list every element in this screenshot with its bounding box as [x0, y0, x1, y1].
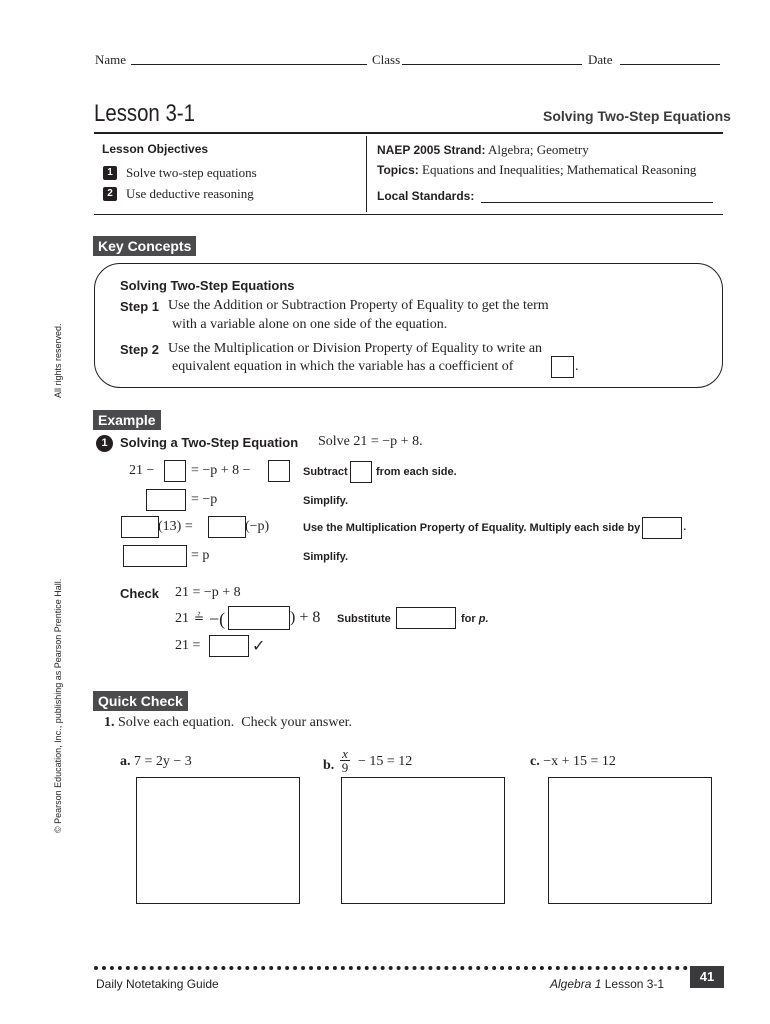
ex-r1-box2[interactable]: [268, 460, 290, 482]
naep-label: NAEP 2005 Strand:: [377, 143, 486, 157]
ex-r3-note: Use the Multiplication Property of Equality. Multiply each side by: [303, 522, 641, 534]
date-field[interactable]: [620, 64, 720, 65]
key-concepts-title: Solving Two-Step Equations: [120, 278, 295, 293]
qc-c-workspace[interactable]: [548, 777, 712, 904]
checkmark-icon: ✓: [252, 636, 266, 655]
step2-label: Step 2: [120, 342, 160, 357]
objective-2-text: Use deductive reasoning: [126, 186, 254, 201]
lesson-subtitle: Solving Two-Step Equations: [543, 108, 731, 124]
check-r2-box[interactable]: [228, 606, 290, 630]
check-note-a: Substitute: [337, 613, 391, 625]
qc-instruction-text: Solve each equation. Check your answer.: [118, 715, 353, 730]
qc-b-denominator: 9: [341, 760, 349, 775]
check-r2-right: ) + 8: [290, 609, 321, 626]
example-title: Solving a Two-Step Equation: [120, 435, 299, 450]
footer-right: [550, 977, 664, 991]
qc-b-fraction: [340, 747, 350, 775]
rights-reserved: All rights reserved.: [53, 323, 63, 398]
ex-r1-mid: = −p + 8 −: [191, 463, 251, 478]
name-label: Name: [95, 52, 127, 67]
objectives-divider: [366, 136, 367, 212]
ex-r4-note: Simplify.: [303, 551, 349, 563]
check-label: Check: [120, 586, 160, 601]
qc-b-numerator: x: [340, 747, 350, 761]
ex-r3-note-box[interactable]: [642, 517, 682, 539]
class-field[interactable]: [402, 64, 582, 65]
footer-dotted-rule: [94, 966, 688, 970]
step2-line2: equivalent equation in which the variable has a coefficient of: [172, 359, 514, 374]
qc-b-label: b.: [323, 758, 335, 773]
qc-c-eq: −x + 15 = 12: [543, 754, 616, 769]
naep-value: Algebra; Geometry: [488, 142, 589, 157]
ex-r3-mid: (13) =: [158, 519, 193, 534]
example-prompt: Solve 21 = −p + 8.: [318, 434, 423, 449]
check-note-box[interactable]: [396, 607, 456, 629]
objective-2-badge: 2: [103, 187, 117, 201]
ex-r3-period: .: [683, 519, 687, 534]
local-standards-field[interactable]: [481, 202, 713, 203]
qc-instruction: [104, 715, 352, 731]
qc-a-eq: 7 = 2y − 3: [134, 754, 192, 769]
example-number: 1: [96, 435, 113, 452]
objective-1-text: Solve two-step equations: [126, 165, 257, 180]
step2-period: .: [575, 359, 579, 374]
example-tag: Example: [93, 410, 161, 430]
check-r2-paren: −(: [209, 609, 226, 629]
copyright-notice: © Pearson Education, Inc., publishing as Pearson Prentice Hall.: [53, 578, 63, 833]
check-eq: 21 = −p + 8: [175, 585, 241, 600]
date-label: Date: [588, 52, 613, 67]
qc-a-label: a.: [120, 754, 131, 769]
ex-r4-box[interactable]: [123, 545, 187, 567]
ex-r3-box2[interactable]: [208, 516, 246, 538]
check-r2-q: ≟: [194, 611, 205, 625]
qc-number: 1.: [104, 715, 115, 730]
coefficient-answer-box[interactable]: [551, 356, 574, 378]
ex-r1-note-b: from each side.: [376, 466, 457, 478]
qc-a: [120, 754, 192, 770]
check-note-b: [461, 613, 489, 625]
ex-r2-box[interactable]: [146, 489, 186, 511]
check-r3: 21 =: [175, 638, 201, 653]
topics-label: Topics:: [377, 163, 419, 177]
ex-r3-box1[interactable]: [121, 516, 159, 538]
check-r2-left: 21: [175, 611, 189, 626]
class-label: Class: [372, 52, 401, 67]
naep-strand: [377, 142, 589, 158]
qc-a-workspace[interactable]: [136, 777, 300, 904]
ex-r1-left: 21 −: [129, 463, 155, 478]
ex-r2-eq: = −p: [191, 492, 218, 507]
check-note-for: for: [461, 613, 476, 625]
key-concepts-tag: Key Concepts: [93, 236, 196, 256]
ex-r2-note: Simplify.: [303, 495, 349, 507]
ex-r1-note-a: Subtract: [303, 466, 348, 478]
objective-1-badge: 1: [103, 166, 117, 180]
name-field[interactable]: [131, 64, 367, 65]
qc-b-workspace[interactable]: [341, 777, 505, 904]
check-r3-box[interactable]: [209, 635, 249, 657]
step1-label: Step 1: [120, 299, 160, 314]
step2-line1: Use the Multiplication or Division Property of Equality to write an: [168, 341, 543, 356]
local-standards-label: Local Standards:: [377, 189, 475, 203]
step1-line1: Use the Addition or Subtraction Property of Equality to get the term: [168, 298, 549, 313]
check-note-var: p.: [478, 613, 489, 625]
ex-r1-box1[interactable]: [164, 460, 186, 482]
ex-r1-note-box[interactable]: [350, 461, 372, 483]
footer-left: Daily Notetaking Guide: [96, 977, 219, 991]
lesson-title: Lesson 3-1: [94, 100, 195, 127]
qc-c: [530, 754, 616, 770]
objectives-heading: Lesson Objectives: [102, 142, 209, 156]
step1-line2: with a variable alone on one side of the equation.: [172, 317, 448, 332]
ex-r4-eq: = p: [191, 548, 210, 563]
qc-b-rest: − 15 = 12: [358, 754, 413, 769]
footer-lesson: Lesson 3-1: [604, 977, 665, 991]
topics: [377, 162, 696, 178]
quick-check-tag: Quick Check: [93, 691, 188, 711]
qc-c-label: c.: [530, 754, 540, 769]
footer-book: Algebra 1: [550, 977, 602, 991]
page-number: 41: [690, 966, 724, 988]
topics-value: Equations and Inequalities; Mathematical Reasoning: [422, 162, 697, 177]
ex-r3-right: (−p): [245, 519, 270, 534]
